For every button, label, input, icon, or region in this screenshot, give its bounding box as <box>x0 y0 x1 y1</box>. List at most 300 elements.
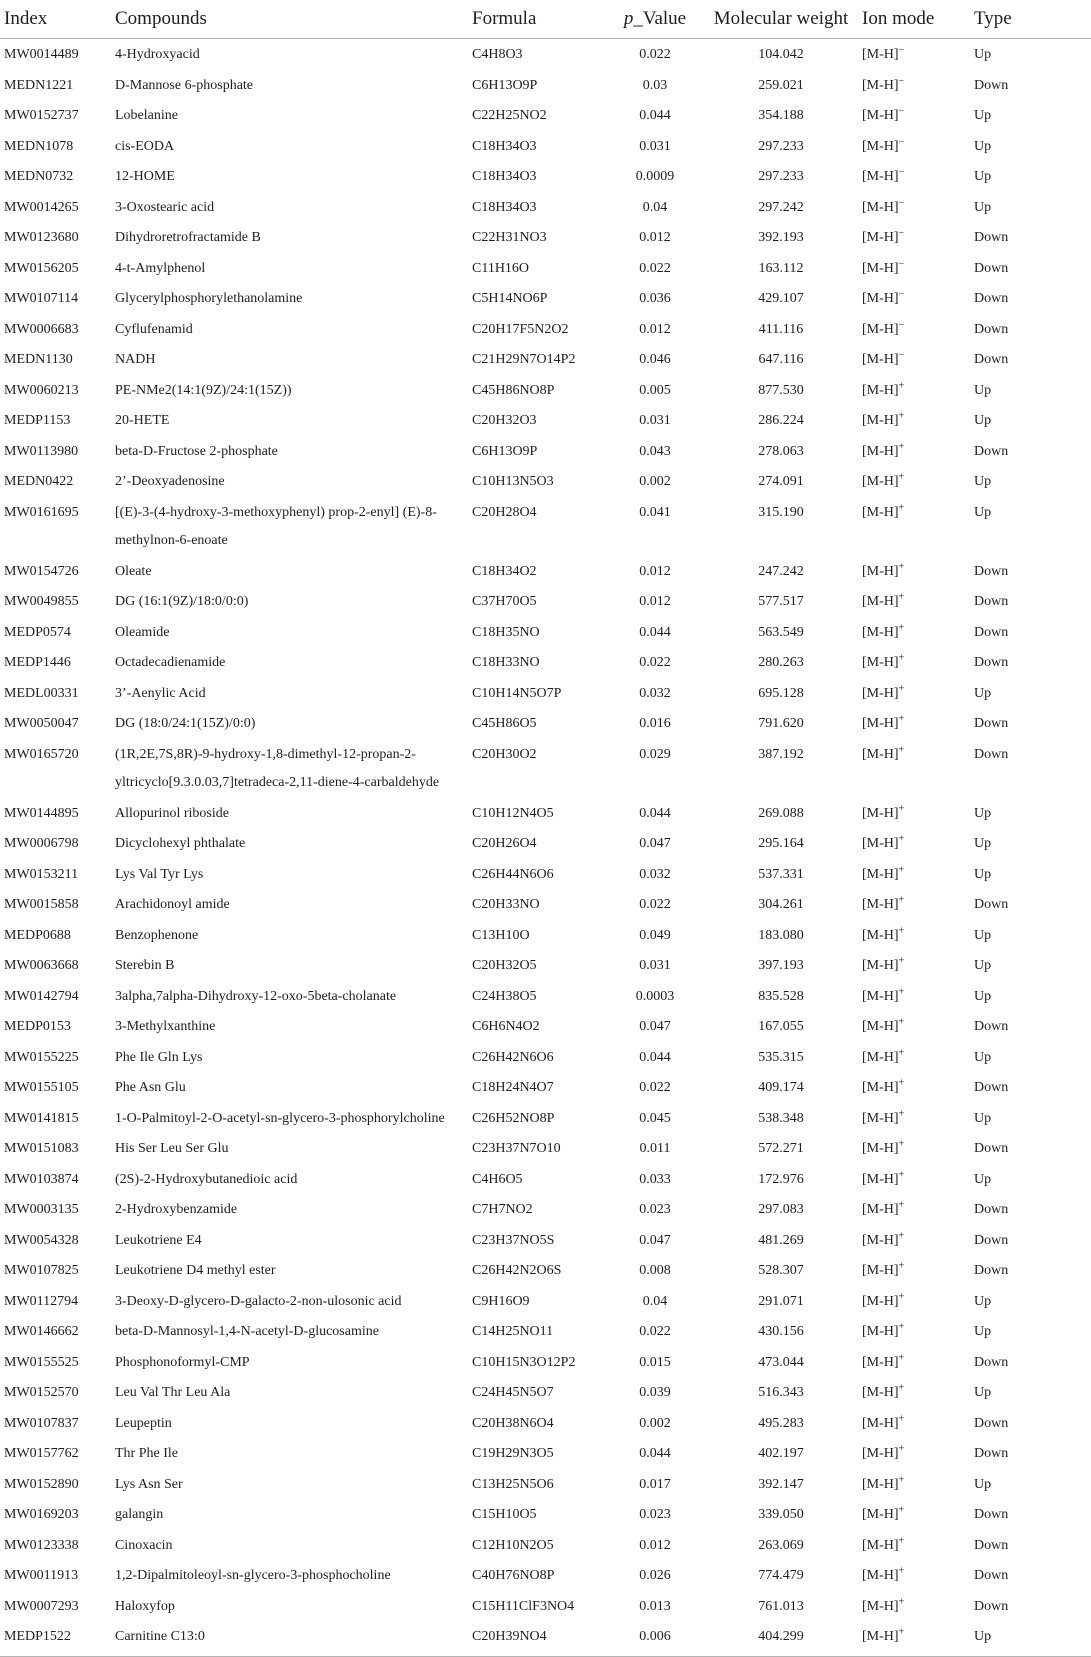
cell-molecular-weight: 537.331 <box>758 866 804 882</box>
cell-type: Down <box>974 1568 1009 1583</box>
cell-compound: cis-EODA <box>115 138 175 154</box>
table-row <box>0 708 1091 739</box>
cell-compound: Cinoxacin <box>115 1537 173 1553</box>
ion-mode-base: [M-H] <box>862 746 899 762</box>
cell-formula: C20H30O2 <box>472 746 537 762</box>
cell-molecular-weight: 387.192 <box>758 746 804 762</box>
cell-formula: C22H31NO3 <box>472 230 547 245</box>
cell-index: MEDN1130 <box>4 352 73 367</box>
cell-compound: Leukotriene D4 methyl ester <box>115 1263 276 1278</box>
cell-type: Down <box>974 230 1009 245</box>
cell-index: MW0006798 <box>4 836 79 851</box>
cell-formula: C6H13O9P <box>472 443 538 459</box>
cell-ion-mode <box>862 1377 974 1408</box>
cell-ion-mode <box>862 1499 974 1530</box>
ion-mode-charge: + <box>898 743 905 755</box>
cell-molecular-weight: 473.044 <box>758 1354 804 1370</box>
table-row <box>0 1286 1091 1317</box>
cell-compound: Leu Val Thr Leu Ala <box>115 1385 231 1400</box>
cell-type: Down <box>974 1354 1009 1370</box>
table-row <box>0 950 1091 981</box>
table-row <box>0 1042 1091 1073</box>
cell-compound: 2-Hydroxybenzamide <box>115 1202 238 1217</box>
cell-molecular-weight: 877.530 <box>758 382 804 398</box>
cell-compound: Glycerylphosphorylethanolamine <box>115 291 303 306</box>
cell-formula: C15H11ClF3NO4 <box>472 1598 575 1614</box>
cell-pvalue: 0.044 <box>639 805 671 821</box>
cell-formula: C13H10O <box>472 927 530 943</box>
header-pvalue-rest: _Value <box>633 8 687 29</box>
cell-index: MEDL00331 <box>4 685 79 701</box>
cell-molecular-weight: 409.174 <box>758 1080 804 1095</box>
cell-type: Up <box>974 685 992 701</box>
ion-mode-base: [M-H] <box>862 836 899 851</box>
cell-formula: C10H15N3O12P2 <box>472 1354 576 1370</box>
table-body <box>0 39 1091 1657</box>
cell-pvalue: 0.012 <box>639 321 671 337</box>
cell-compound: Haloxyfop <box>115 1598 175 1614</box>
ion-mode-base: [M-H] <box>862 169 899 184</box>
cell-molecular-weight: 695.128 <box>758 685 804 701</box>
cell-pvalue: 0.049 <box>639 927 671 943</box>
cell-ion-mode <box>862 828 974 859</box>
cell-pvalue: 0.031 <box>639 138 671 154</box>
cell-ion-mode <box>862 981 974 1012</box>
cell-ion-mode <box>862 1469 974 1500</box>
ion-mode-base: [M-H] <box>862 927 899 943</box>
cell-molecular-weight: 577.517 <box>758 594 804 609</box>
cell-index: MW0152890 <box>4 1476 79 1492</box>
cell-formula: C18H24N4O7 <box>472 1080 554 1095</box>
cell-type: Up <box>974 1621 1091 1656</box>
cell-molecular-weight: 392.147 <box>758 1476 804 1492</box>
cell-index: MW0142794 <box>4 988 79 1004</box>
cell-molecular-weight: 572.271 <box>758 1141 804 1156</box>
cell-ion-mode <box>862 678 974 709</box>
cell-index: MW0107114 <box>4 291 79 306</box>
table-row <box>0 1438 1091 1469</box>
table-row <box>0 1255 1091 1286</box>
cell-ion-mode <box>862 1438 974 1469</box>
cell-compound: Phe Ile Gln Lys <box>115 1049 203 1065</box>
cell-formula: C37H70O5 <box>472 594 537 609</box>
cell-pvalue: 0.031 <box>639 958 671 973</box>
cell-index: MW0107825 <box>4 1263 79 1278</box>
ion-mode-charge: + <box>898 1016 905 1028</box>
cell-pvalue: 0.033 <box>639 1171 671 1187</box>
cell-compound: Carnitine C13:0 <box>115 1621 472 1656</box>
cell-ion-mode <box>862 436 974 467</box>
ion-mode-base: [M-H] <box>862 1019 899 1034</box>
cell-index: MW0054328 <box>4 1232 79 1248</box>
cell-index: MEDP0574 <box>4 624 71 640</box>
cell-ion-mode <box>862 1103 974 1134</box>
cell-type: Up <box>974 866 992 882</box>
cell-type: Up <box>974 1110 992 1126</box>
ion-mode-charge: + <box>898 379 905 391</box>
cell-pvalue: 0.002 <box>639 474 671 489</box>
cell-type: Down <box>974 1202 1009 1217</box>
cell-formula: C18H33NO <box>472 655 540 670</box>
ion-mode-charge: + <box>898 591 905 603</box>
cell-molecular-weight: 402.197 <box>758 1446 804 1461</box>
cell-index: MW0157762 <box>4 1446 79 1461</box>
cell-index: MW0154726 <box>4 563 79 579</box>
ion-mode-base: [M-H] <box>862 352 899 367</box>
cell-pvalue: 0.005 <box>639 382 671 398</box>
ion-mode-charge: + <box>898 1199 905 1211</box>
table-row <box>0 920 1091 951</box>
cell-pvalue: 0.023 <box>639 1202 671 1217</box>
cell-formula: C4H8O3 <box>472 47 523 62</box>
ion-mode-base: [M-H] <box>862 1507 899 1522</box>
cell-type: Down <box>974 624 1009 640</box>
cell-pvalue: 0.022 <box>639 1080 671 1095</box>
cell-molecular-weight: 104.042 <box>758 47 804 62</box>
cell-type: Up <box>974 413 992 428</box>
cell-type: Down <box>974 716 1009 731</box>
ion-mode-base: [M-H] <box>862 1629 899 1644</box>
cell-molecular-weight: 297.083 <box>758 1202 804 1217</box>
cell-index: MW0156205 <box>4 260 79 276</box>
cell-compound: 3-Oxostearic acid <box>115 199 215 215</box>
header-index: Index <box>0 0 115 39</box>
ion-mode-base: [M-H] <box>862 1202 899 1217</box>
cell-pvalue: 0.012 <box>639 230 671 245</box>
cell-ion-mode <box>862 1530 974 1561</box>
cell-molecular-weight: 528.307 <box>758 1263 804 1278</box>
ion-mode-charge: − <box>898 44 905 56</box>
cell-ion-mode <box>862 1621 974 1656</box>
cell-ion-mode <box>862 70 974 101</box>
cell-molecular-weight: 538.348 <box>758 1110 804 1126</box>
cell-type: Up <box>974 138 992 154</box>
cell-pvalue: 0.012 <box>639 1537 671 1553</box>
cell-pvalue: 0.029 <box>639 746 671 762</box>
table-row <box>0 1011 1091 1042</box>
ion-mode-charge: + <box>898 1107 905 1119</box>
table-row <box>0 497 1091 556</box>
cell-index: MW0155525 <box>4 1354 79 1370</box>
cell-index: MEDN1221 <box>4 77 74 93</box>
cell-ion-mode <box>862 314 974 345</box>
ion-mode-charge: + <box>898 1412 905 1424</box>
cell-pvalue: 0.044 <box>639 624 671 640</box>
cell-pvalue: 0.031 <box>639 413 671 428</box>
cell-compound: Leupeptin <box>115 1415 172 1431</box>
cell-formula: C11H16O <box>472 260 530 276</box>
cell-formula: C14H25NO11 <box>472 1324 554 1339</box>
cell-formula: C10H14N5O7P <box>472 685 562 701</box>
ion-mode-base: [M-H] <box>862 138 899 154</box>
ion-mode-base: [M-H] <box>862 1293 899 1309</box>
cell-type: Down <box>974 1446 1009 1461</box>
ion-mode-charge: + <box>898 1382 905 1394</box>
cell-pvalue: 0.041 <box>639 504 671 520</box>
cell-pvalue: 0.012 <box>639 563 671 579</box>
cell-index: MW0123338 <box>4 1537 79 1553</box>
table-row <box>0 1408 1091 1439</box>
cell-pvalue: 0.032 <box>639 866 671 882</box>
ion-mode-base: [M-H] <box>862 1385 899 1400</box>
cell-ion-mode <box>862 466 974 497</box>
cell-type: Up <box>974 108 992 123</box>
ion-mode-charge: − <box>898 105 905 117</box>
ion-mode-charge: + <box>898 985 905 997</box>
ion-mode-base: [M-H] <box>862 443 899 459</box>
header-row <box>0 0 1091 39</box>
cell-compound: Sterebin B <box>115 958 175 973</box>
ion-mode-base: [M-H] <box>862 897 899 912</box>
cell-compound: DG (18:0/24:1(15Z)/0:0) <box>115 716 256 731</box>
cell-pvalue: 0.023 <box>639 1507 671 1522</box>
cell-formula: C26H44N6O6 <box>472 866 554 882</box>
cell-compound: D-Mannose 6-phosphate <box>115 77 254 93</box>
table-row <box>0 436 1091 467</box>
cell-molecular-weight: 247.242 <box>758 563 804 579</box>
cell-pvalue: 0.017 <box>639 1476 671 1492</box>
table-row <box>0 1560 1091 1591</box>
cell-type: Up <box>974 169 992 184</box>
cell-ion-mode <box>862 1194 974 1225</box>
ion-mode-charge: + <box>898 1321 905 1333</box>
cell-type: Down <box>974 291 1009 306</box>
cell-type: Down <box>974 1080 1009 1095</box>
ion-mode-base: [M-H] <box>862 1080 899 1095</box>
cell-index: MW0003135 <box>4 1202 79 1217</box>
cell-compound: Oleate <box>115 563 152 579</box>
cell-index: MW0123680 <box>4 230 79 245</box>
cell-formula: C20H26O4 <box>472 836 537 851</box>
table-row <box>0 283 1091 314</box>
header-type: Type <box>974 0 1091 39</box>
cell-molecular-weight: 297.242 <box>758 199 804 215</box>
cell-index: MW0014489 <box>4 47 79 62</box>
cell-compound: Cyflufenamid <box>115 321 193 337</box>
cell-index: MEDP0688 <box>4 927 71 943</box>
table-row <box>0 100 1091 131</box>
table-row <box>0 1499 1091 1530</box>
cell-ion-mode <box>862 1072 974 1103</box>
cell-ion-mode <box>862 1286 974 1317</box>
cell-pvalue: 0.046 <box>639 352 671 367</box>
ion-mode-base: [M-H] <box>862 1537 899 1553</box>
cell-type: Down <box>974 563 1009 579</box>
cell-formula: C20H28O4 <box>472 504 537 520</box>
cell-type: Down <box>974 746 1009 762</box>
header-molecular-weight: Molecular weight <box>700 0 862 39</box>
cell-pvalue: 0.002 <box>639 1415 671 1431</box>
table-row <box>0 131 1091 162</box>
ion-mode-charge: − <box>898 166 905 178</box>
ion-mode-charge: + <box>898 1229 905 1241</box>
cell-compound: 12-HOME <box>115 169 175 184</box>
cell-type: Down <box>974 1598 1009 1614</box>
ion-mode-base: [M-H] <box>862 1049 899 1065</box>
cell-index: MW0155105 <box>4 1080 79 1095</box>
table-row <box>0 1225 1091 1256</box>
ion-mode-charge: + <box>898 410 905 422</box>
table-row <box>0 798 1091 829</box>
cell-molecular-weight: 647.116 <box>758 352 804 367</box>
table-row <box>0 405 1091 436</box>
cell-pvalue: 0.043 <box>639 443 671 459</box>
cell-compound: Benzophenone <box>115 927 199 943</box>
ion-mode-charge: + <box>898 621 905 633</box>
cell-index: MEDN0732 <box>4 169 74 184</box>
cell-compound: Lys Asn Ser <box>115 1476 183 1492</box>
ion-mode-charge: + <box>898 1565 905 1577</box>
table-row <box>0 344 1091 375</box>
cell-type: Down <box>974 352 1009 367</box>
header-pvalue-italic: p <box>623 8 634 29</box>
table-row <box>0 161 1091 192</box>
cell-index: MW0011913 <box>4 1568 79 1583</box>
cell-index: MW0165720 <box>4 746 79 762</box>
cell-molecular-weight: 791.620 <box>758 716 804 731</box>
table-row <box>0 1377 1091 1408</box>
ion-mode-base: [M-H] <box>862 47 899 62</box>
cell-formula: C20H38N6O4 <box>472 1415 554 1431</box>
ion-mode-base: [M-H] <box>862 1476 899 1492</box>
cell-molecular-weight: 430.156 <box>758 1324 804 1339</box>
table-row <box>0 739 1091 798</box>
cell-type: Down <box>974 1232 1009 1248</box>
cell-formula: C24H38O5 <box>472 988 537 1004</box>
cell-ion-mode <box>862 39 974 70</box>
cell-compound: Oleamide <box>115 624 170 640</box>
cell-pvalue: 0.0009 <box>635 169 675 184</box>
table-row <box>0 1103 1091 1134</box>
table-row <box>0 617 1091 648</box>
cell-index: MW0049855 <box>4 594 79 609</box>
cell-type: Up <box>974 927 992 943</box>
cell-type: Up <box>974 805 992 821</box>
ion-mode-base: [M-H] <box>862 321 899 337</box>
cell-index: MW0152570 <box>4 1385 79 1400</box>
cell-type: Up <box>974 1049 992 1065</box>
cell-index: MEDP1446 <box>4 655 71 670</box>
table-row <box>0 586 1091 617</box>
cell-molecular-weight: 291.071 <box>758 1293 804 1309</box>
cell-ion-mode <box>862 617 974 648</box>
ion-mode-base: [M-H] <box>862 1598 899 1614</box>
ion-mode-base: [M-H] <box>862 1110 899 1126</box>
cell-pvalue: 0.03 <box>642 77 668 93</box>
cell-molecular-weight: 429.107 <box>758 291 804 306</box>
cell-type: Up <box>974 958 992 973</box>
table-row <box>0 981 1091 1012</box>
ion-mode-charge: + <box>898 471 905 483</box>
cell-formula: C13H25N5O6 <box>472 1476 554 1492</box>
ion-mode-charge: + <box>898 1168 905 1180</box>
cell-molecular-weight: 304.261 <box>758 897 804 912</box>
ion-mode-base: [M-H] <box>862 866 899 882</box>
cell-molecular-weight: 835.528 <box>758 988 804 1004</box>
cell-ion-mode <box>862 131 974 162</box>
cell-formula: C20H32O3 <box>472 413 537 428</box>
cell-ion-mode <box>862 405 974 436</box>
cell-molecular-weight: 495.283 <box>758 1415 804 1431</box>
cell-compound: Allopurinol riboside <box>115 805 229 821</box>
table-row <box>0 647 1091 678</box>
cell-compound: Leukotriene E4 <box>115 1232 202 1248</box>
ion-mode-base: [M-H] <box>862 988 899 1004</box>
cell-type: Down <box>974 321 1009 337</box>
cell-compound: PE-NMe2(14:1(9Z)/24:1(15Z)) <box>115 382 292 398</box>
ion-mode-charge: + <box>898 833 905 845</box>
cell-ion-mode <box>862 586 974 617</box>
cell-compound: 1,2-Dipalmitoleoyl-sn-glycero-3-phosphocholine <box>115 1568 391 1583</box>
cell-type: Down <box>974 1415 1009 1431</box>
cell-type: Up <box>974 1324 992 1339</box>
cell-molecular-weight: 761.013 <box>758 1598 804 1614</box>
ion-mode-base: [M-H] <box>862 260 899 276</box>
cell-type: Down <box>974 897 1009 912</box>
cell-molecular-weight: 339.050 <box>758 1507 804 1522</box>
cell-index: MW0050047 <box>4 716 79 731</box>
ion-mode-charge: + <box>898 1351 905 1363</box>
ion-mode-charge: + <box>898 1504 905 1516</box>
cell-formula: C9H16O9 <box>472 1293 530 1309</box>
cell-ion-mode <box>862 1316 974 1347</box>
cell-type: Down <box>974 443 1009 459</box>
ion-mode-charge: + <box>898 1077 905 1089</box>
ion-mode-charge: + <box>898 1046 905 1058</box>
cell-index: MW0007293 <box>4 1598 79 1614</box>
cell-molecular-weight: 297.233 <box>758 169 804 184</box>
cell-formula: C21H29N7O14P2 <box>472 352 576 367</box>
table-row <box>0 678 1091 709</box>
cell-type: Down <box>974 1537 1009 1553</box>
cell-type: Up <box>974 1171 992 1187</box>
cell-compound: 3-Deoxy-D-glycero-D-galacto-2-non-ulosonic acid <box>115 1293 402 1309</box>
cell-formula: C18H34O2 <box>472 563 537 579</box>
ion-mode-base: [M-H] <box>862 1171 899 1187</box>
cell-index: MW0060213 <box>4 382 79 398</box>
cell-formula: C26H42N6O6 <box>472 1049 554 1065</box>
cell-molecular-weight: 274.091 <box>758 474 804 489</box>
cell-index: MW0146662 <box>4 1324 79 1339</box>
ion-mode-charge: + <box>898 1473 905 1485</box>
cell-pvalue: 0.015 <box>639 1354 671 1370</box>
cell-type: Down <box>974 1019 1009 1034</box>
cell-molecular-weight: 392.193 <box>758 230 804 245</box>
cell-index: MW0015858 <box>4 897 79 912</box>
cell-compound: 3-Methylxanthine <box>115 1019 216 1034</box>
cell-ion-mode <box>862 222 974 253</box>
table-row <box>0 1316 1091 1347</box>
ion-mode-charge: − <box>898 135 905 147</box>
cell-pvalue: 0.044 <box>639 1049 671 1065</box>
cell-molecular-weight: 535.315 <box>758 1049 804 1065</box>
cell-pvalue: 0.044 <box>639 108 671 123</box>
cell-molecular-weight: 481.269 <box>758 1232 804 1248</box>
cell-index: MW0014265 <box>4 199 79 215</box>
cell-pvalue: 0.022 <box>639 897 671 912</box>
ion-mode-base: [M-H] <box>862 230 899 245</box>
cell-ion-mode <box>862 798 974 829</box>
ion-mode-base: [M-H] <box>862 291 899 306</box>
table-row <box>0 70 1091 101</box>
cell-formula: C10H12N4O5 <box>472 805 554 821</box>
cell-formula: C20H17F5N2O2 <box>472 321 569 337</box>
table-row <box>0 253 1091 284</box>
table-row <box>0 314 1091 345</box>
table-row <box>0 222 1091 253</box>
ion-mode-base: [M-H] <box>862 1568 899 1583</box>
cell-formula: C26H42N2O6S <box>472 1263 562 1278</box>
